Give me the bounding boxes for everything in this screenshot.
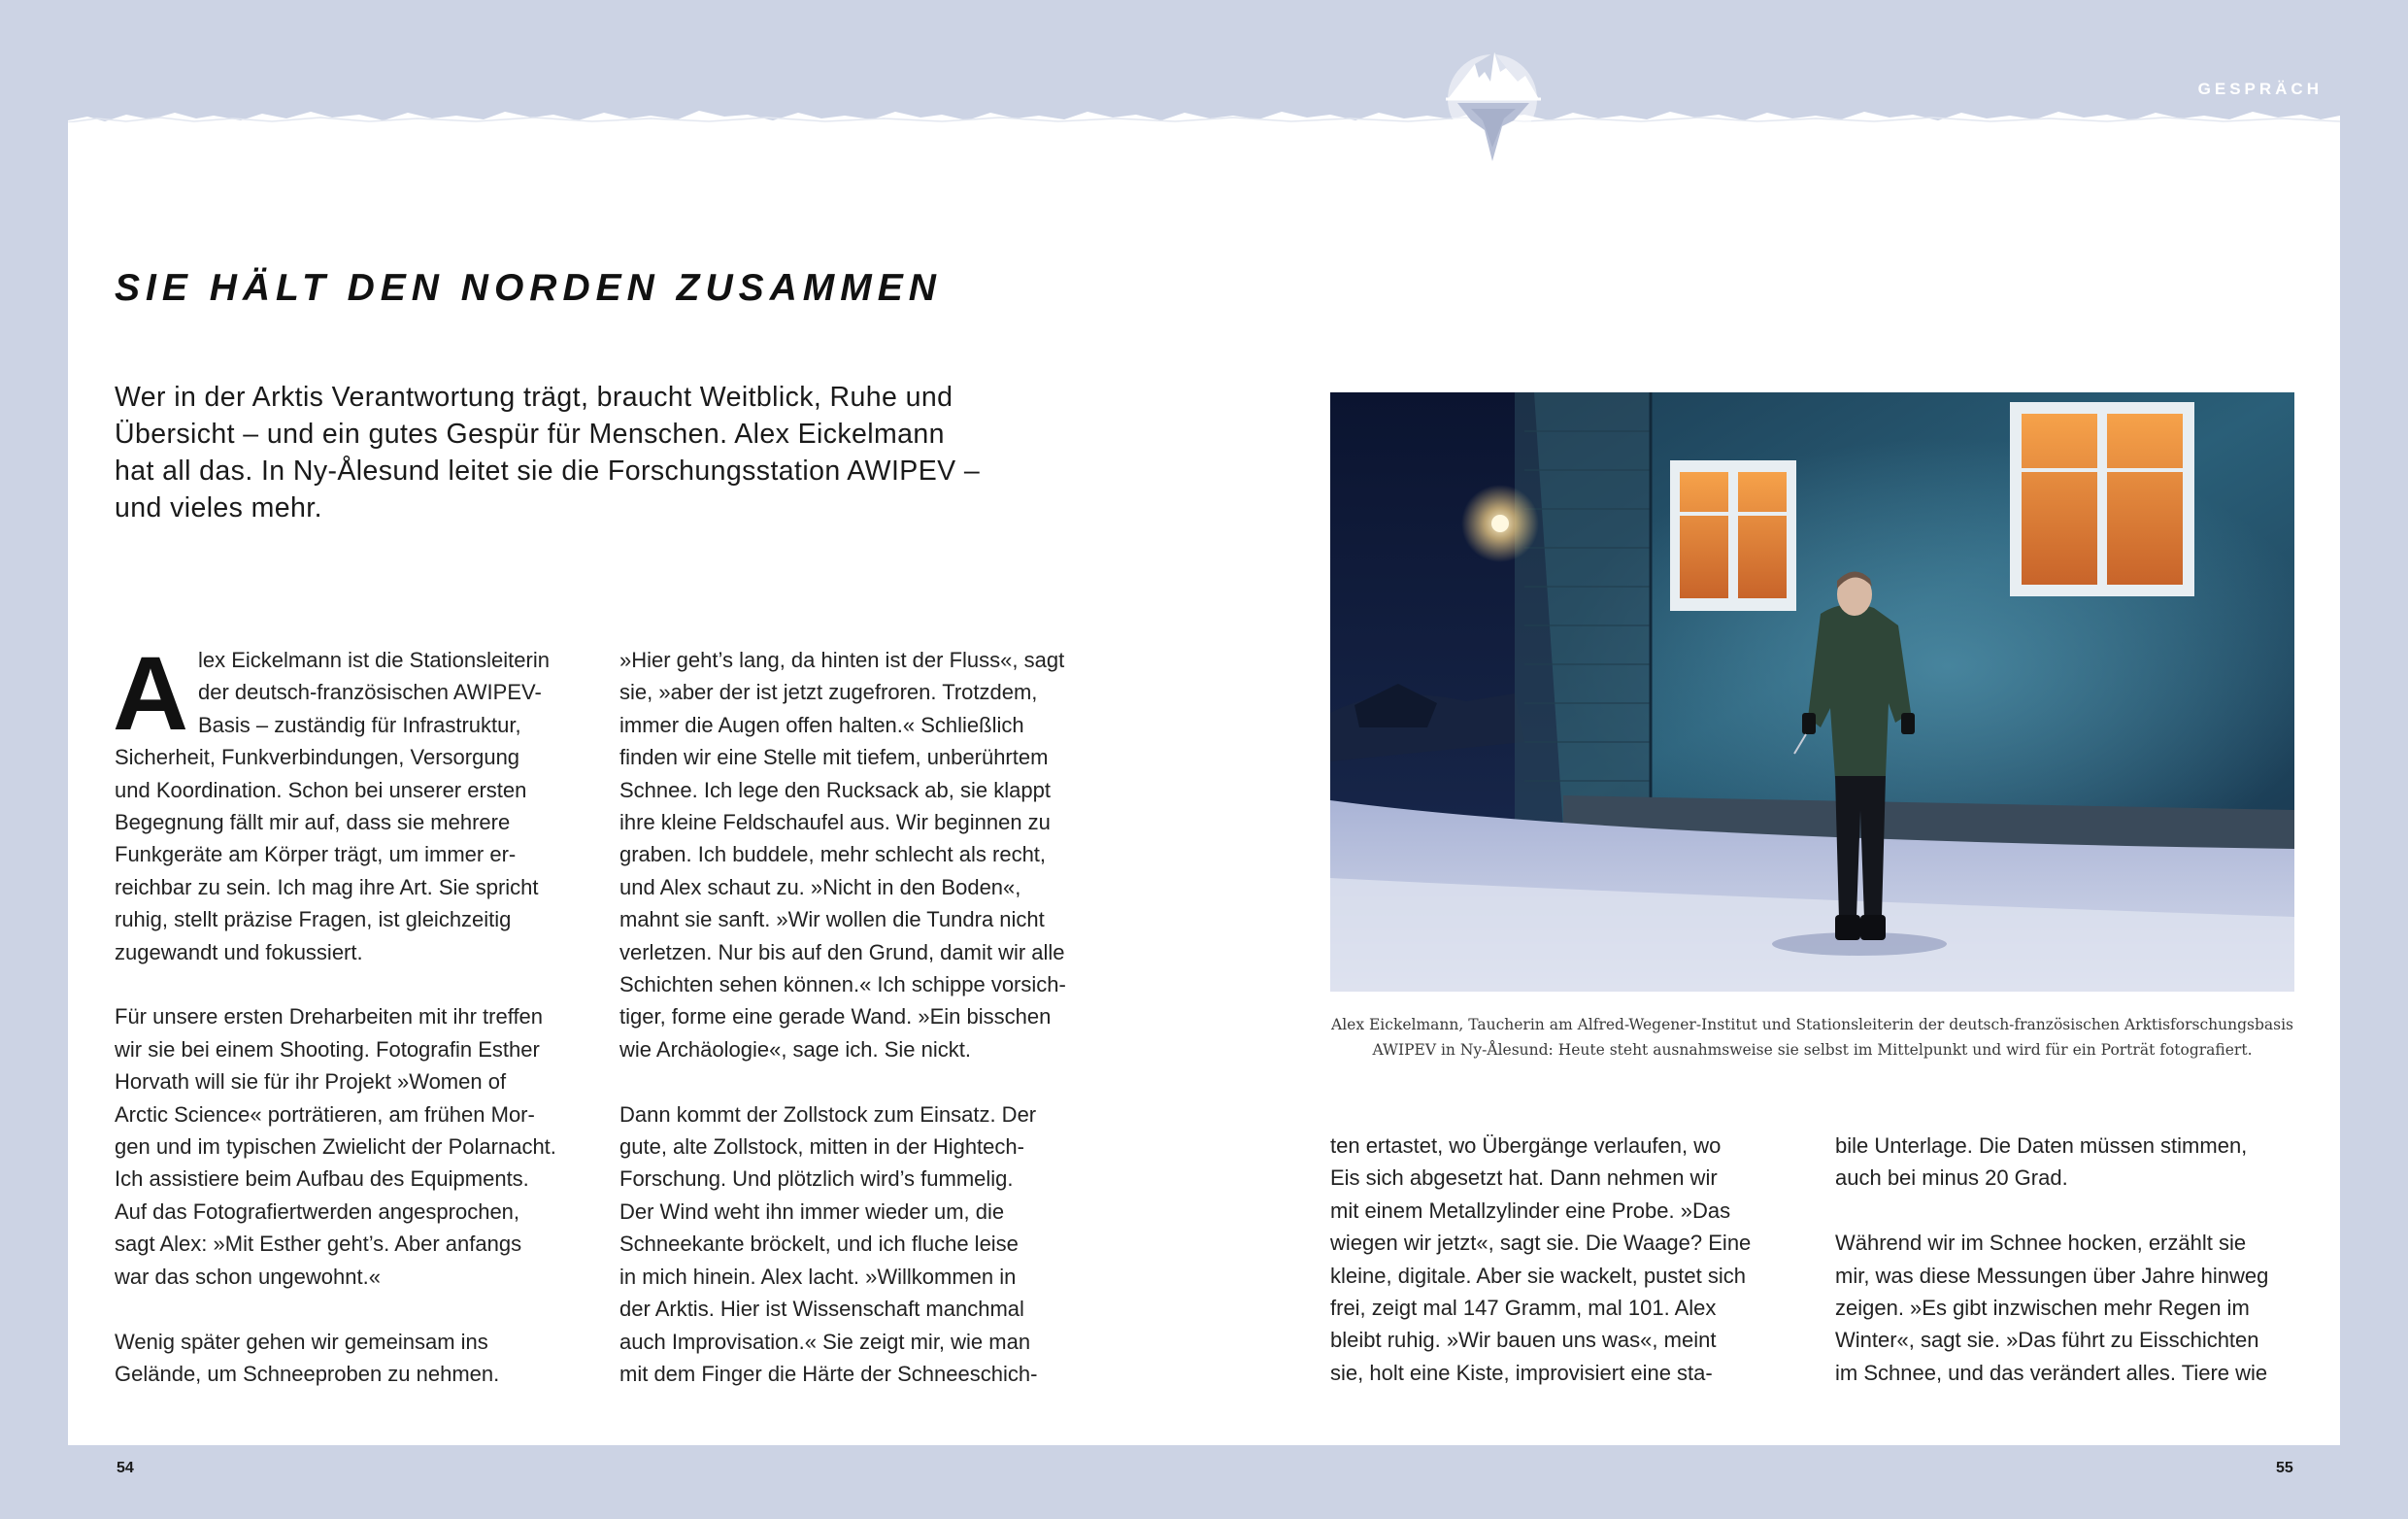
section-label: GESPRÄCH (2197, 80, 2323, 98)
paragraph: Für unsere ersten Dreharbeiten mit ihr treffen wir sie bei einem Shooting. Fotografin Esther Horvath will sie für ihr Projekt »Women of Arctic Science« porträtieren, am frühen Mor- gen und im typischen Zwielicht der Polarnacht. Ich assistiere beim Aufbau des Equipments. Auf das Fotografiertwerden angesprochen, sagt Alex: »Mit Esther geht’s. Aber anfangs war das schon ungewohnt.« (115, 1004, 556, 1289)
mountain-iceberg-icon (1442, 39, 1544, 165)
paragraph: ten ertastet, wo Übergänge verlaufen, wo Eis sich abgesetzt hat. Dann nehmen wir mit einem Metallzylinder eine Probe. »Das wiegen wir jetzt«, sagt sie. Die Waage? Eine kleine, digitale. Aber sie wackelt, pustet sich frei, zeigt mal 147 Gramm, mal 101. Alex bleibt ruhig. »Wir bauen uns was«, meint sie, holt eine Kiste, improvisiert eine sta- (1330, 1133, 1752, 1385)
text-column-1 (113, 634, 561, 1390)
photo-caption: Alex Eickelmann, Taucherin am Alfred-Wegener-Institut und Stationsleiterin der deutsch-französischen Arktisforschungsbasis AWIPEV in Ny-Ålesund: Heute steht ausnahmsweise sie selbst im Mittelpunkt und wird für ein Porträt fotografiert. (1331, 1016, 2293, 1059)
article-headline: SIE HÄLT DEN NORDEN ZUSAMMEN (115, 267, 942, 309)
paragraph: »Hier geht’s lang, da hinten ist der Fluss«, sagt sie, »aber der ist jetzt zugefroren. Trotzdem, immer die Augen offen halten.« Schließlich finden wir eine Stelle mit tiefem, unberührtem Schnee. Ich lege den Rucksack ab, sie klappt ihre kleine Feldschaufel aus. Wir beginnen zu graben. Ich buddele, mehr schlecht als recht, und Alex schaut zu. »Nicht in den Boden«, mahnt sie sanft. »Wir wollen die Tundra nicht verletzen. Nur bis auf den Grund, damit wir alle Schichten sehen können.« Ich schippe vorsich- tiger, forme eine gerade Wand. »Ein bisschen wie Archäologie«, sage ich. Sie nickt. (619, 648, 1066, 1062)
paragraph: bile Unterlage. Die Daten müssen stimmen, auch bei minus 20 Grad. (1835, 1133, 2248, 1191)
article-lead: Wer in der Arktis Verantwortung trägt, braucht Weitblick, Ruhe und Übersicht – und ein gutes Gespür für Menschen. Alex Eickelmann hat all das. In Ny-Ålesund leitet sie die Forschungsstation AWIPEV – und vieles mehr. (115, 382, 981, 523)
page-number-left: 54 (117, 1460, 134, 1476)
paragraph: Dann kommt der Zollstock zum Einsatz. Der gute, alte Zollstock, mitten in der Hightech- Forschung. Und plötzlich wird’s fummelig. Der Wind weht ihn immer wieder um, die Schneekante bröckelt, und ich fluche leise in mich hinein. Alex lacht. »Willkommen in der Arktis. Hier ist Wissenschaft manchmal auch Improvisation.« Sie zeigt mir, wie man mit dem Finger die Härte der Schneeschich- (619, 1101, 1038, 1386)
page-number-right: 55 (2276, 1460, 2293, 1476)
drop-cap: A (113, 634, 188, 752)
text-column-2 (619, 644, 1066, 1390)
paragraph: Wenig später gehen wir gemeinsam ins Gelände, um Schneeproben zu nehmen. (115, 1329, 500, 1386)
paragraph: Alex Eickelmann ist die Stationsleiterin der deutsch-französischen AWIPEV- Basis – zuständig für Infrastruktur, Sicherheit, Funkverbindungen, Versorgung und Koordination. Schon bei unserer ersten Begegnung fällt mir auf, dass sie mehrere Funkgeräte am Körper trägt, um immer er- reichbar zu sein. Ich mag ihre Art. Sie spricht ruhig, stellt präzise Fragen, ist gleichzeitig zugewandt und fokussiert. (113, 634, 550, 964)
paragraph: Während wir im Schnee hocken, erzählt sie mir, was diese Messungen über Jahre hinweg zeigen. »Es gibt inzwischen mehr Regen im Winter«, sagt sie. »Das führt zu Eisschichten im Schnee, und das verändert alles. Tiere wie (1835, 1231, 2269, 1385)
text-column-4 (1835, 1130, 2282, 1389)
text-column-3 (1330, 1130, 1777, 1389)
portrait-photo (1330, 392, 2294, 992)
